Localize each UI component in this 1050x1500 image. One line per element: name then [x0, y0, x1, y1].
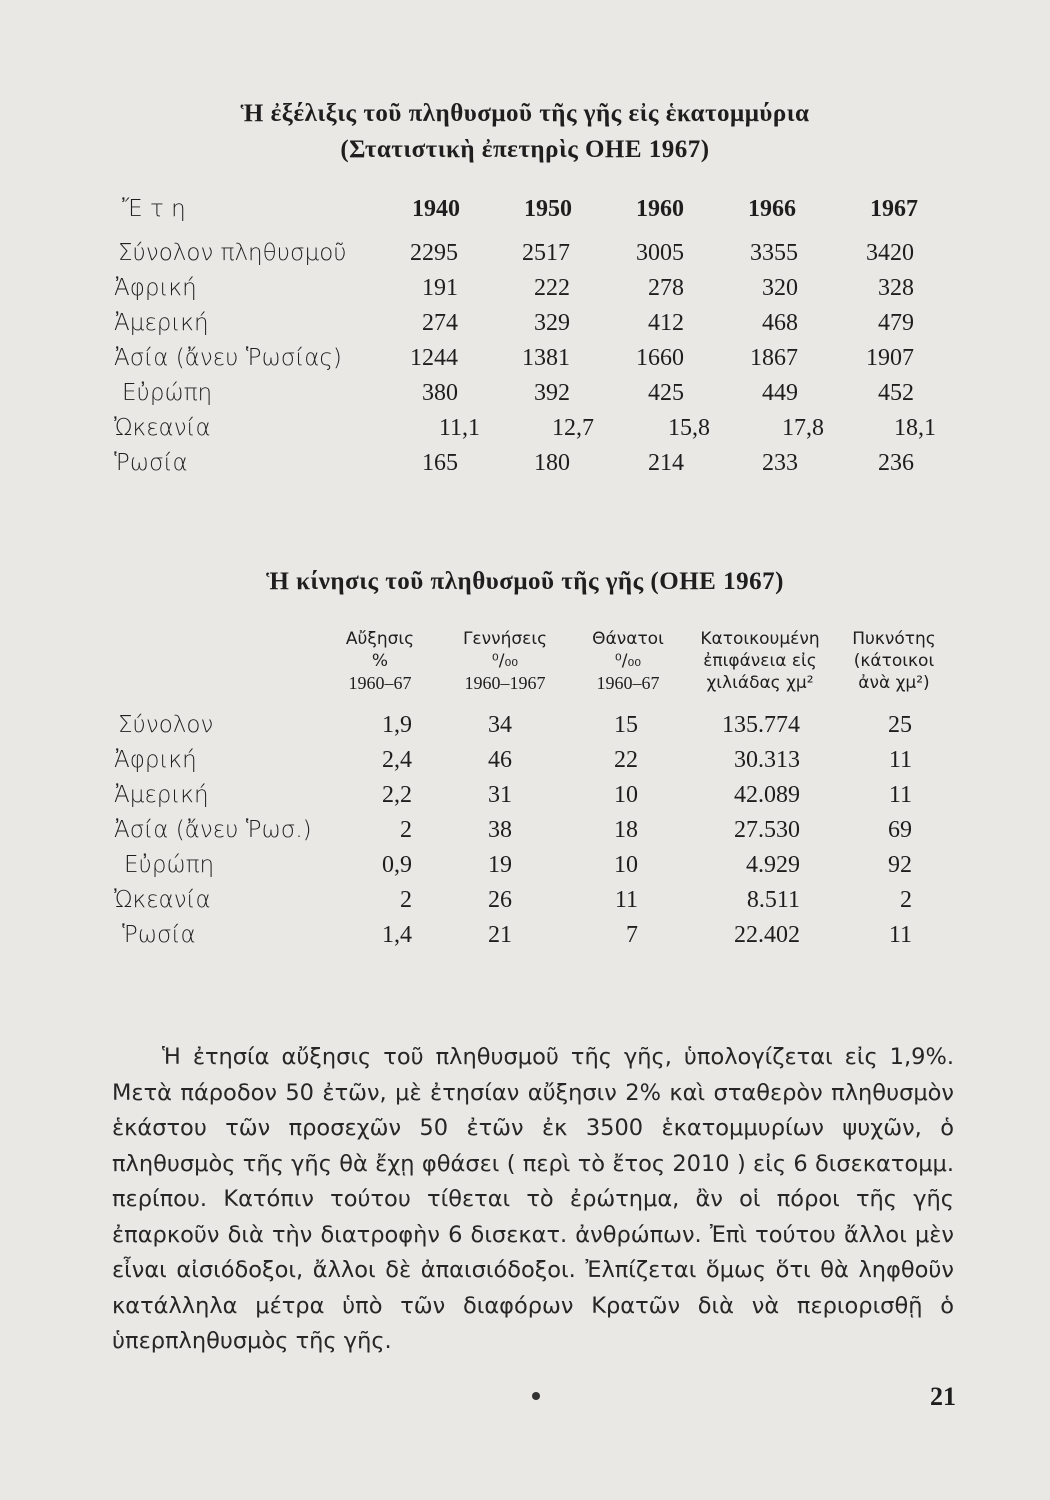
table-cell: 18,1	[894, 415, 936, 441]
table1-title: Ἡ ἐξέλιξις τοῦ πληθυσμοῦ τῆς γῆς εἰς ἑκατομμύρια	[240, 100, 810, 127]
table-cell: 8.511	[746, 887, 800, 913]
table1-year-header: 1950	[524, 196, 572, 222]
column-header	[574, 628, 682, 694]
table-cell: 11	[888, 747, 912, 773]
table-cell: 2295	[410, 240, 458, 266]
column-header-line: Αὔξησις	[345, 629, 415, 649]
table-cell: 1867	[750, 345, 798, 371]
table-cell: 34	[488, 712, 512, 738]
row-label: Ὠκεανία	[114, 887, 211, 913]
table-cell: 17,8	[782, 415, 824, 441]
column-header	[440, 628, 570, 694]
table-row	[0, 712, 1050, 746]
column-header-line: Κατοικουμένη	[700, 629, 820, 649]
row-label: Ἀσία (ἄνευ Ῥωσ.)	[114, 817, 312, 843]
row-label: Εὐρώπη	[124, 852, 215, 878]
table-cell: 22.402	[734, 922, 800, 948]
table-cell: 92	[888, 852, 912, 878]
table-row	[0, 747, 1050, 781]
table-cell: 11	[614, 887, 638, 913]
table-cell: 214	[648, 450, 684, 476]
table2-title: Ἡ κίνησις τοῦ πληθυσμοῦ τῆς γῆς (ΟΗΕ 1967)	[266, 568, 784, 595]
row-label: Σύνολον	[118, 712, 214, 738]
table1-year-header: 1960	[636, 196, 684, 222]
table1-year-header: 1967	[870, 196, 918, 222]
row-label: Σύνολον πληθυσμοῦ	[118, 240, 347, 266]
table-cell: 412	[648, 310, 684, 336]
table-cell: 38	[488, 817, 512, 843]
table-cell: 3420	[866, 240, 914, 266]
table-cell: 10	[614, 852, 638, 878]
table-cell: 1244	[410, 345, 458, 371]
table-cell: 278	[648, 275, 684, 301]
column-header-line: ⁰/₀₀	[491, 651, 519, 671]
row-label: Ῥωσία	[122, 922, 196, 948]
table-cell: 18	[614, 817, 638, 843]
table-cell: 31	[488, 782, 512, 808]
table-row	[0, 380, 1050, 414]
table-cell: 329	[534, 310, 570, 336]
column-header-line: ἐπιφάνεια εἰς	[703, 651, 817, 671]
column-header-line: ⁰/₀₀	[614, 651, 642, 671]
column-header-line: 1960–67	[348, 673, 412, 693]
table-cell: 4.929	[746, 852, 800, 878]
table-cell: 180	[534, 450, 570, 476]
table-cell: 0,9	[382, 852, 412, 878]
column-header-line: Πυκνότης	[852, 629, 936, 649]
table1-year-header: 1966	[748, 196, 796, 222]
table-cell: 425	[648, 380, 684, 406]
table-cell: 22	[614, 747, 638, 773]
table-cell: 30.313	[734, 747, 800, 773]
table-cell: 3005	[636, 240, 684, 266]
table-cell: 468	[762, 310, 798, 336]
table-cell: 21	[488, 922, 512, 948]
table-cell: 135.774	[722, 712, 800, 738]
row-label: Ἀμερική	[114, 310, 209, 336]
column-header-line: %	[371, 651, 389, 671]
table-row	[0, 922, 1050, 956]
column-header	[686, 628, 834, 694]
row-label: Ἀφρική	[114, 747, 197, 773]
table-row	[0, 450, 1050, 484]
table-cell: 2,4	[382, 747, 412, 773]
ornament-dot	[532, 1392, 540, 1400]
table-cell: 380	[422, 380, 458, 406]
table-cell: 2517	[522, 240, 570, 266]
column-header-line: Γεννήσεις	[462, 629, 548, 649]
table-cell: 1,4	[382, 922, 412, 948]
table-cell: 19	[488, 852, 512, 878]
table-cell: 11	[888, 922, 912, 948]
table-cell: 7	[626, 922, 638, 948]
row-label: Ὠκεανία	[114, 415, 211, 441]
table-cell: 26	[488, 887, 512, 913]
table1-header-label: Ἔ τ η	[122, 196, 186, 222]
table-cell: 274	[422, 310, 458, 336]
table-cell: 11,1	[438, 415, 480, 441]
column-header-line: Θάνατοι	[592, 629, 664, 649]
table-cell: 27.530	[734, 817, 800, 843]
table-cell: 479	[878, 310, 914, 336]
column-header	[325, 628, 435, 694]
table-cell: 15,8	[668, 415, 710, 441]
table-cell: 11	[888, 782, 912, 808]
table-cell: 2,2	[382, 782, 412, 808]
table-cell: 392	[534, 380, 570, 406]
table-cell: 1,9	[382, 712, 412, 738]
table-row	[0, 817, 1050, 851]
table-cell: 2	[400, 817, 412, 843]
row-label: Ῥωσία	[114, 450, 188, 476]
column-header-line: (κάτοικοι	[853, 651, 935, 671]
table-cell: 12,7	[552, 415, 594, 441]
column-header-line: 1960–1967	[464, 673, 546, 693]
column-header	[836, 628, 952, 694]
table-row	[0, 275, 1050, 309]
table-cell: 15	[614, 712, 638, 738]
column-header-line: χιλιάδας χμ²	[706, 673, 814, 693]
table-row	[0, 415, 1050, 449]
table-row	[0, 310, 1050, 344]
table-cell: 2	[900, 887, 912, 913]
table-cell: 328	[878, 275, 914, 301]
paragraph-text: Ἡ ἐτησία αὔξησις τοῦ πληθυσμοῦ τῆς γῆς, ὑπολογίζεται εἰς 1,9%. Μετὰ πάροδον 50 ἐτῶν, μὲ ἐτησίαν αὔξησιν 2% καὶ σταθερὸν πληθυσμὸν ἑκάστου τῶν προσεχῶν 50 ἐτῶν ἐκ 3500 ἑκατομμυρίων ψυχῶν, ὁ πληθυσμὸς τῆς γῆς θὰ ἔχῃ φθάσει ( περὶ τὸ ἔτος 2010 ) εἰς 6 δισεκατομμ. περίπου. Κατόπιν τούτου τίθεται τὸ ἐρώτημα, ἂν οἱ πόροι τῆς γῆς ἐπαρκοῦν διὰ τὴν διατροφὴν 6 δισεκατ. ἀνθρώπων. Ἐπὶ τούτου ἄλλοι μὲν εἶναι αἰσιόδοξοι, ἄλλοι δὲ ἀπαισιόδοξοι. Ἐλπίζεται ὅμως ὅτι θὰ ληφθοῦν κατάλληλα μέτρα ὑπὸ τῶν διαφόρων Κρατῶν διὰ νὰ περιορισθῇ ὁ ὑπερπληθυσμὸς τῆς γῆς.	[112, 1044, 954, 1354]
table-row	[0, 782, 1050, 816]
table-cell: 1660	[636, 345, 684, 371]
row-label: Ἀφρική	[114, 275, 197, 301]
table-cell: 10	[614, 782, 638, 808]
table-cell: 165	[422, 450, 458, 476]
page-number: 21	[930, 1382, 956, 1411]
body-paragraph	[112, 1040, 954, 1360]
table-cell: 3355	[750, 240, 798, 266]
row-label: Ἀμερική	[114, 782, 209, 808]
column-header-line: 1960–67	[596, 673, 660, 693]
table-cell: 191	[422, 275, 458, 301]
table-cell: 1381	[522, 345, 570, 371]
table-row	[0, 240, 1050, 274]
table-cell: 449	[762, 380, 798, 406]
table-cell: 236	[878, 450, 914, 476]
table-cell: 46	[488, 747, 512, 773]
row-label: Εὐρώπη	[122, 380, 213, 406]
row-label: Ἀσία (ἄνευ Ῥωσίας)	[114, 345, 342, 371]
column-header-line: ἀνὰ χμ²)	[858, 673, 930, 693]
table1-year-header: 1940	[412, 196, 460, 222]
table-cell: 233	[762, 450, 798, 476]
table-cell: 25	[888, 712, 912, 738]
table-cell: 2	[400, 887, 412, 913]
table-cell: 320	[762, 275, 798, 301]
table-row	[0, 887, 1050, 921]
table-cell: 69	[888, 817, 912, 843]
table-cell: 222	[534, 275, 570, 301]
table-cell: 42.089	[734, 782, 800, 808]
table-row	[0, 852, 1050, 886]
table1-subtitle: (Στατιστικὴ ἐπετηρὶς ΟΗΕ 1967)	[340, 136, 710, 163]
table-row	[0, 345, 1050, 379]
table1-header-row	[0, 196, 1050, 230]
table-cell: 1907	[866, 345, 914, 371]
table-cell: 452	[878, 380, 914, 406]
